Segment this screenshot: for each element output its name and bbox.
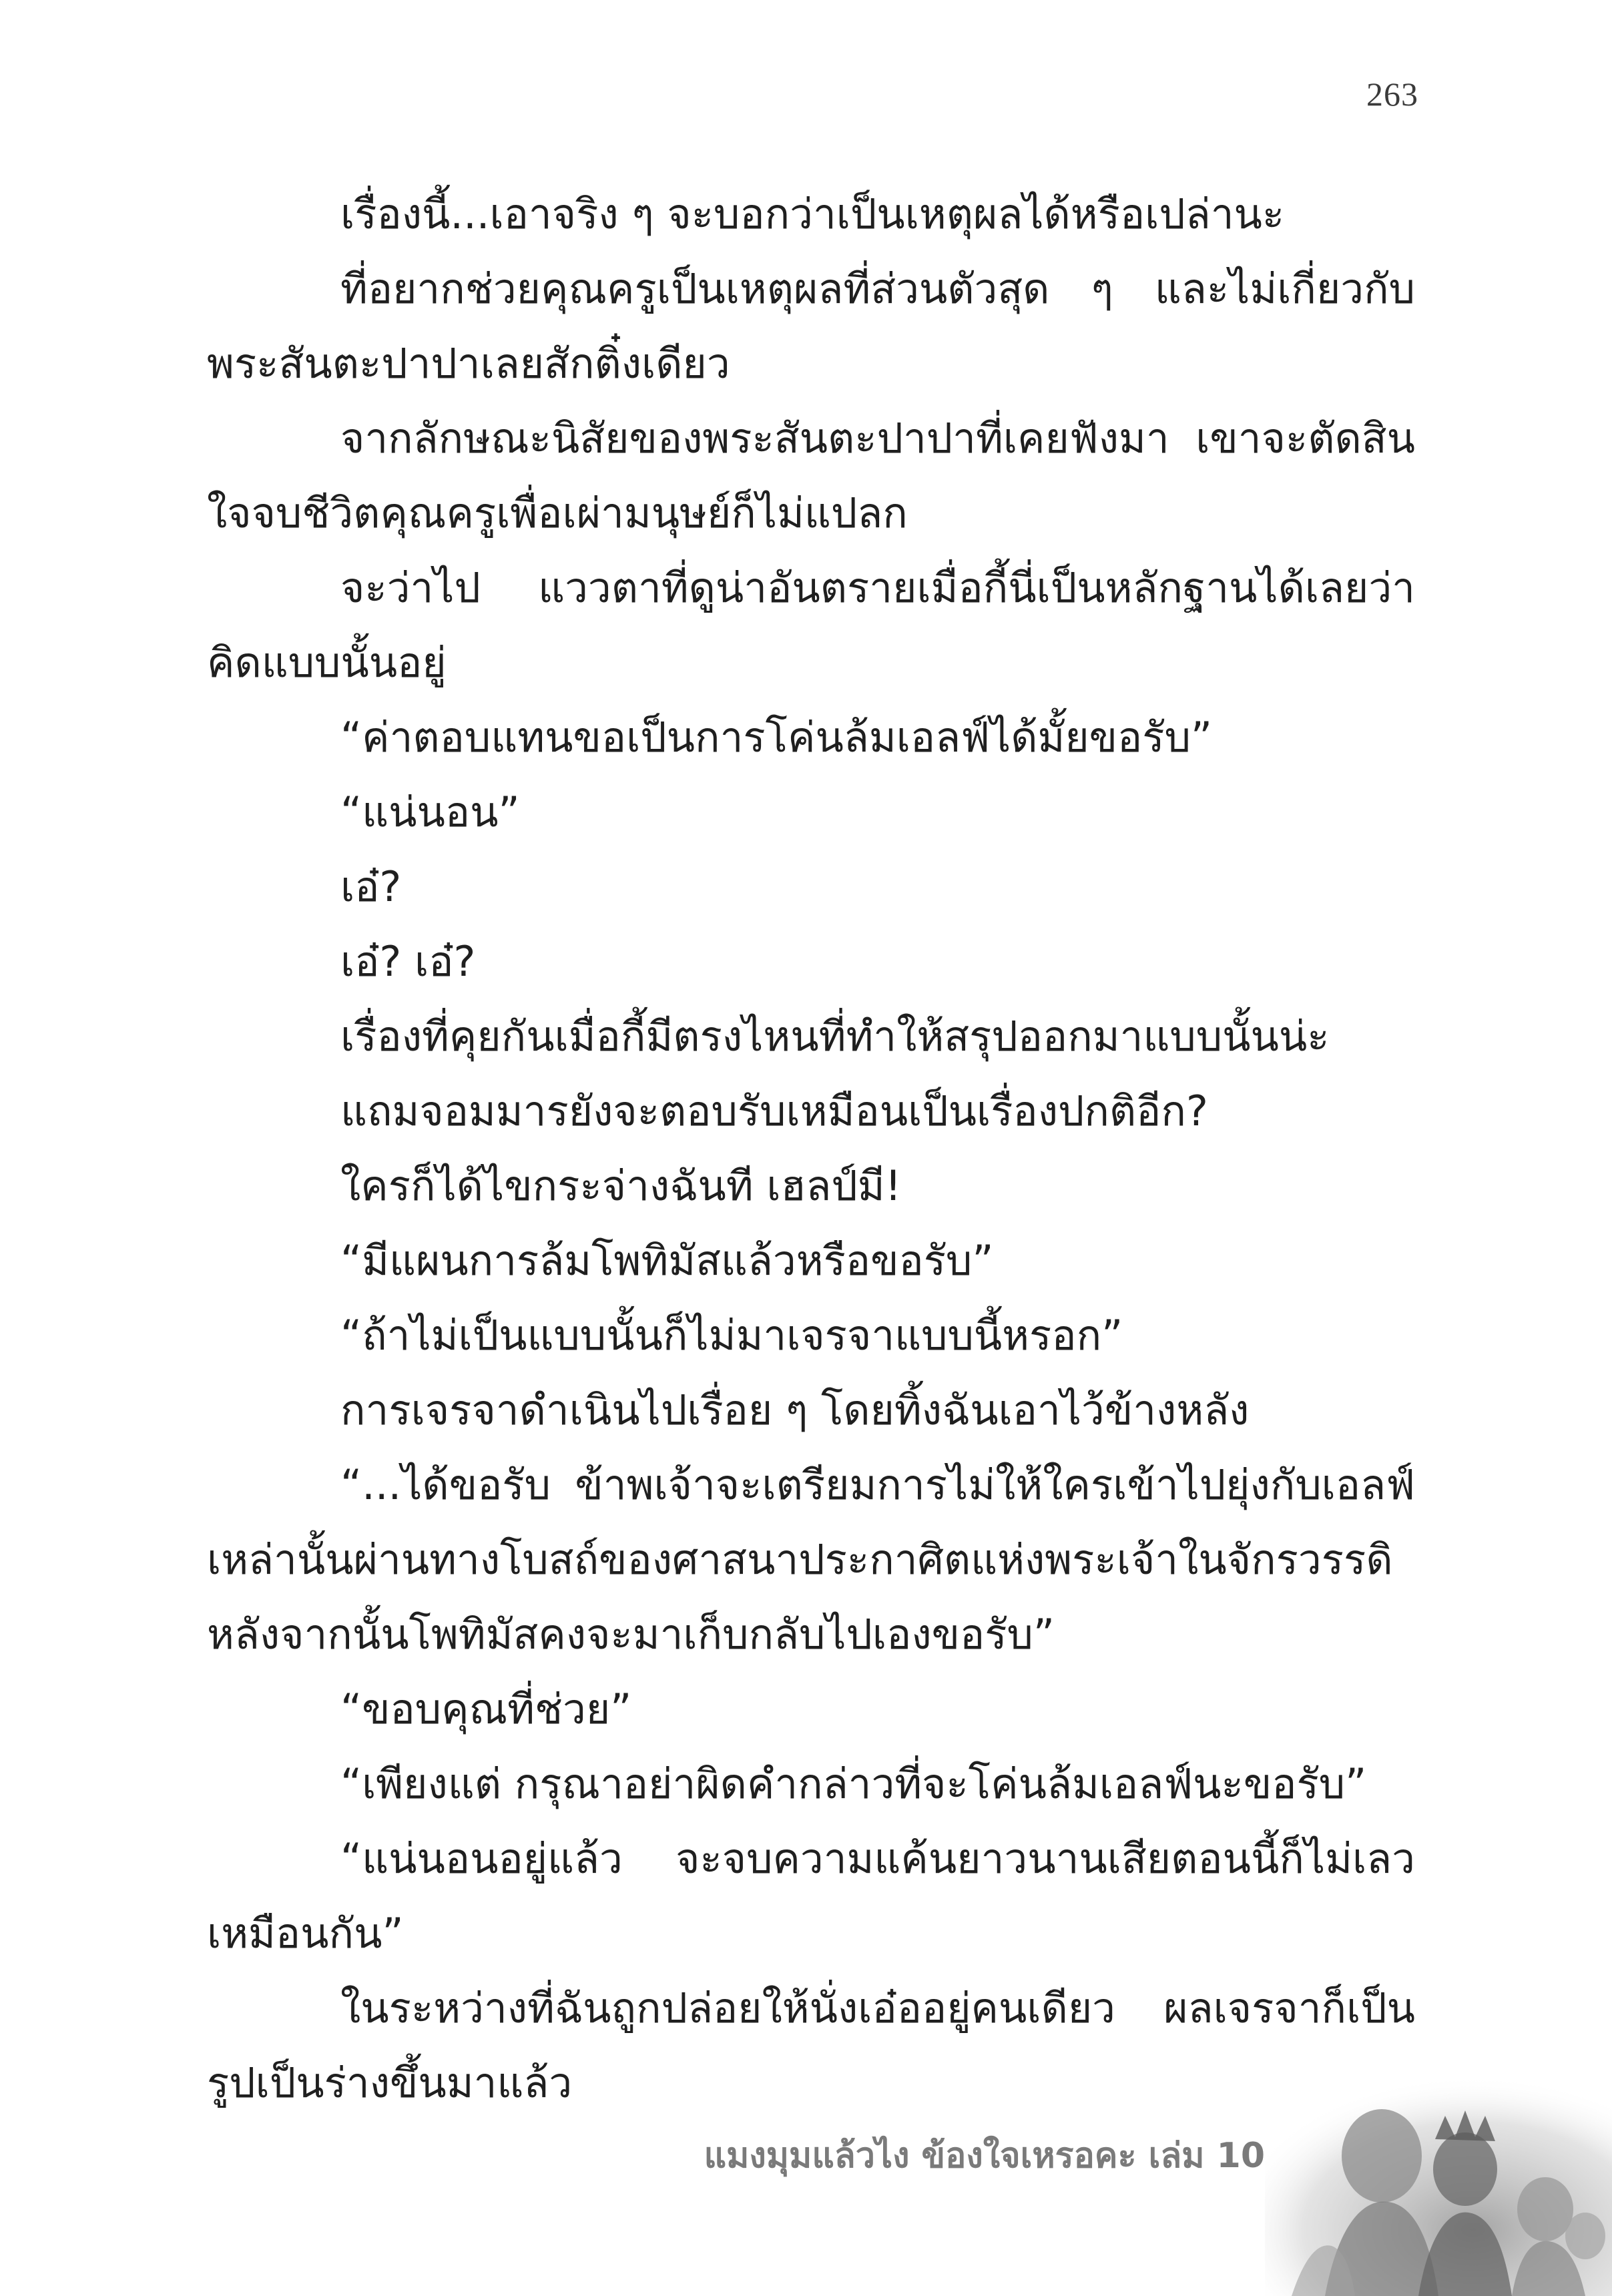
paragraph: ในระหว่างที่ฉันถูกปล่อยให้นั่งเอ๋ออยู่คนเดียว ผลเจรจาก็เป็นรูปเป็นร่างขึ้นมาแล้ว bbox=[207, 1984, 1415, 2107]
character-illustration bbox=[1265, 2076, 1612, 2296]
paragraph: “แน่นอนอยู่แล้ว จะจบความแค้นยาวนานเสียตอนนี้ก็ไม่เลวเหมือนกัน” bbox=[207, 1834, 1415, 1958]
page-number: 263 bbox=[1366, 75, 1418, 113]
body-text bbox=[207, 177, 1415, 2120]
paragraph: “ถ้าไม่เป็นแบบนั้นก็ไม่มาเจรจาแบบนี้หรอก” bbox=[340, 1311, 1123, 1360]
paragraph: ที่อยากช่วยคุณครูเป็นเหตุผลที่ส่วนตัวสุด ๆ และไม่เกี่ยวกับพระสันตะปาปาเลยสักติ๋งเดียว bbox=[207, 264, 1415, 388]
paragraph: “ขอบคุณที่ช่วย” bbox=[340, 1685, 632, 1733]
book-title-footer: แมงมุมแล้วไง ข้องใจเหรอคะ เล่ม 10 bbox=[704, 2136, 1265, 2176]
paragraph: การเจรจาดำเนินไปเรื่อย ๆ โดยทิ้งฉันเอาไว้ข้างหลัง bbox=[340, 1386, 1250, 1434]
paragraph: “เพียงแต่ กรุณาอย่าผิดคำกล่าวที่จะโค่นล้มเอลฟ์นะขอรับ” bbox=[340, 1759, 1367, 1808]
paragraph: “ค่าตอบแทนขอเป็นการโค่นล้มเอลฟ์ได้มั้ยขอรับ” bbox=[340, 713, 1213, 762]
paragraph: “แน่นอน” bbox=[340, 788, 520, 836]
paragraph: เรื่องนี้...เอาจริง ๆ จะบอกว่าเป็นเหตุผลได้หรือเปล่านะ bbox=[340, 190, 1285, 238]
paragraph: จากลักษณะนิสัยของพระสันตะปาปาที่เคยฟังมา เขาจะตัดสินใจจบชีวิตคุณครูเพื่อเผ่ามนุษย์ก็ไม่แปลก bbox=[207, 414, 1415, 537]
paragraph: “มีแผนการล้มโพทิมัสแล้วหรือขอรับ” bbox=[340, 1236, 994, 1285]
paragraph: เอ๋? bbox=[340, 862, 402, 911]
paragraph: เรื่องที่คุยกันเมื่อกี้มีตรงไหนที่ทำให้สรุปออกมาแบบนั้นน่ะ bbox=[340, 1012, 1330, 1061]
paragraph: จะว่าไป แววตาที่ดูน่าอันตรายเมื่อกี้นี่เป็นหลักฐานได้เลยว่าคิดแบบนั้นอยู่ bbox=[207, 563, 1415, 687]
paragraph: ใครก็ได้ไขกระจ่างฉันที เฮลป์มี! bbox=[340, 1161, 902, 1210]
paragraph: แถมจอมมารยังจะตอบรับเหมือนเป็นเรื่องปกติอีก? bbox=[340, 1087, 1208, 1135]
paragraph: “...ได้ขอรับ ข้าพเจ้าจะเตรียมการไม่ให้ใครเข้าไปยุ่งกับเอลฟ์เหล่านั้นผ่านทางโบสถ์ของศาสนาประกาศิตแห่งพระเจ้าในจักรวรรดิ หลังจากนั้นโพทิมัสคงจะมาเก็บกลับไปเองขอรับ” bbox=[207, 1460, 1415, 1659]
paragraph: เอ๋? เอ๋? bbox=[340, 937, 476, 986]
